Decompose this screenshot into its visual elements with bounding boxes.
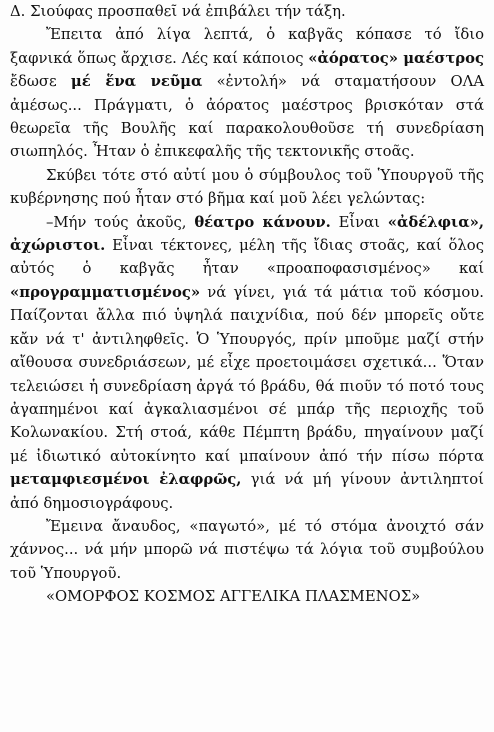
p4-bold-programmed: «προγραμματισμένος» <box>10 283 201 301</box>
p4-bold-theatre: θέατρο κάνουν. <box>194 213 331 231</box>
p4-run-5: Εἶναι τέκτονες, μέλη τῆς ἴδιας στοᾶς, καί ὅλος αὐτός ὁ καβγᾶς ἦταν «προαποφασισμένος» καί <box>10 237 484 278</box>
paragraph-4 <box>10 211 484 515</box>
p4-run-1: –Μήν τούς ἀκοῦς, <box>46 213 195 231</box>
p5-run-1: Ἔμεινα ἄναυδος, «παγωτό», μέ τό στόμα ἀνοιχτό σάν χάννος... νά μήν μπορῶ νά πιστέψω τά λόγια τοῦ συμβούλου τοῦ Ὑπουργοῦ. <box>10 517 484 582</box>
paragraph-6-heading-quote <box>10 585 484 608</box>
p2-bold-invisible-conductor: «ἀόρατος» μαέστρος <box>308 49 484 67</box>
p2-bold-with-a-nod: μέ ἕνα νεῦμα <box>70 73 203 91</box>
paragraph-1 <box>10 0 484 23</box>
p2-run-1: Ἔπειτα ἀπό λίγα λεπτά, ὁ καβγᾶς κόπασε τό ἴδιο ξαφνικά ὅπως ἄρχισε. Λές καί κάποιος <box>10 26 484 67</box>
p3-run-1: Σκύβει τότε στό αὐτί μου ὁ σύμβουλος τοῦ Ὑπουργοῦ τῆς κυβέρνησης πού ἦταν στό βῆμα καί μοῦ λέει γελώντας: <box>10 166 484 208</box>
p4-bold-disguised: μεταμφιεσμένοι ἐλαφρῶς, <box>10 471 242 489</box>
p4-run-3: Εἶναι <box>330 213 388 231</box>
p2-run-5: «ἐντολή» νά σταματήσουν ΟΛΑ ἀμέσως... Πράγματι, ὁ ἀόρατος μαέστρος βρισκόταν στά θεωρεῖα τῆς Βουλῆς καί παρακολουθοῦσε τή συνεδρίαση σιωπηλός. Ἦταν ὁ ἐπικεφαλῆς τῆς τεκτονικῆς στοᾶς. <box>10 73 485 161</box>
paragraph-3 <box>10 164 484 211</box>
p4-run-7: νά γίνει, γιά τά μάτια τοῦ κόσμου. Παίζονται ἄλλα πιό ὑψηλά παιχνίδια, πού δέν μπορεῖς οὔτε κἄν νά τ' ἀντιληφθεῖς. Ὁ Ὑπουργός, πρίν μποῦμε μαζί στήν αἴθουσα συνεδριάσεων, μέ εἶχε προετοιμάσει σχετικά... Ὅταν τελειώσει ἡ συνεδρίαση ἀργά τό βράδυ, θά πιοῦν τό ποτό τους ἀγαπημένοι καί ἀγκαλιασμένοι σέ μπάρ τῆς περιοχῆς τοῦ Κολωνακίου. Στή στοά, κάθε Πέμπτη βράδυ, πηγαίνουν μαζί μέ ἰδιωτικό αὐτοκίνητο καί μπαίνουν ἀπό τήν πίσω πόρτα <box>10 283 484 465</box>
p4-bold-brothers: «ἀδέλφια», ἀχώριστοι. <box>10 213 484 255</box>
p4-run-9: γιά νά μή γίνουν ἀντιληπτοί ἀπό δημοσιογράφους. <box>10 471 484 512</box>
paragraph-2 <box>10 23 484 163</box>
article-text-column <box>10 0 484 609</box>
p2-run-3: ἔδωσε <box>10 73 71 91</box>
p6-run-1: «ΟΜΟΡΦΟΣ ΚΟΣΜΟΣ ΑΓΓΕΛΙΚΑ ΠΛΑΣΜΕΝΟΣ» <box>46 588 421 606</box>
paragraph-5 <box>10 515 484 585</box>
p1-run-1: Δ. Σιούφας προσπαθεῖ νά ἐπιβάλει τήν τάξη. <box>10 3 346 20</box>
